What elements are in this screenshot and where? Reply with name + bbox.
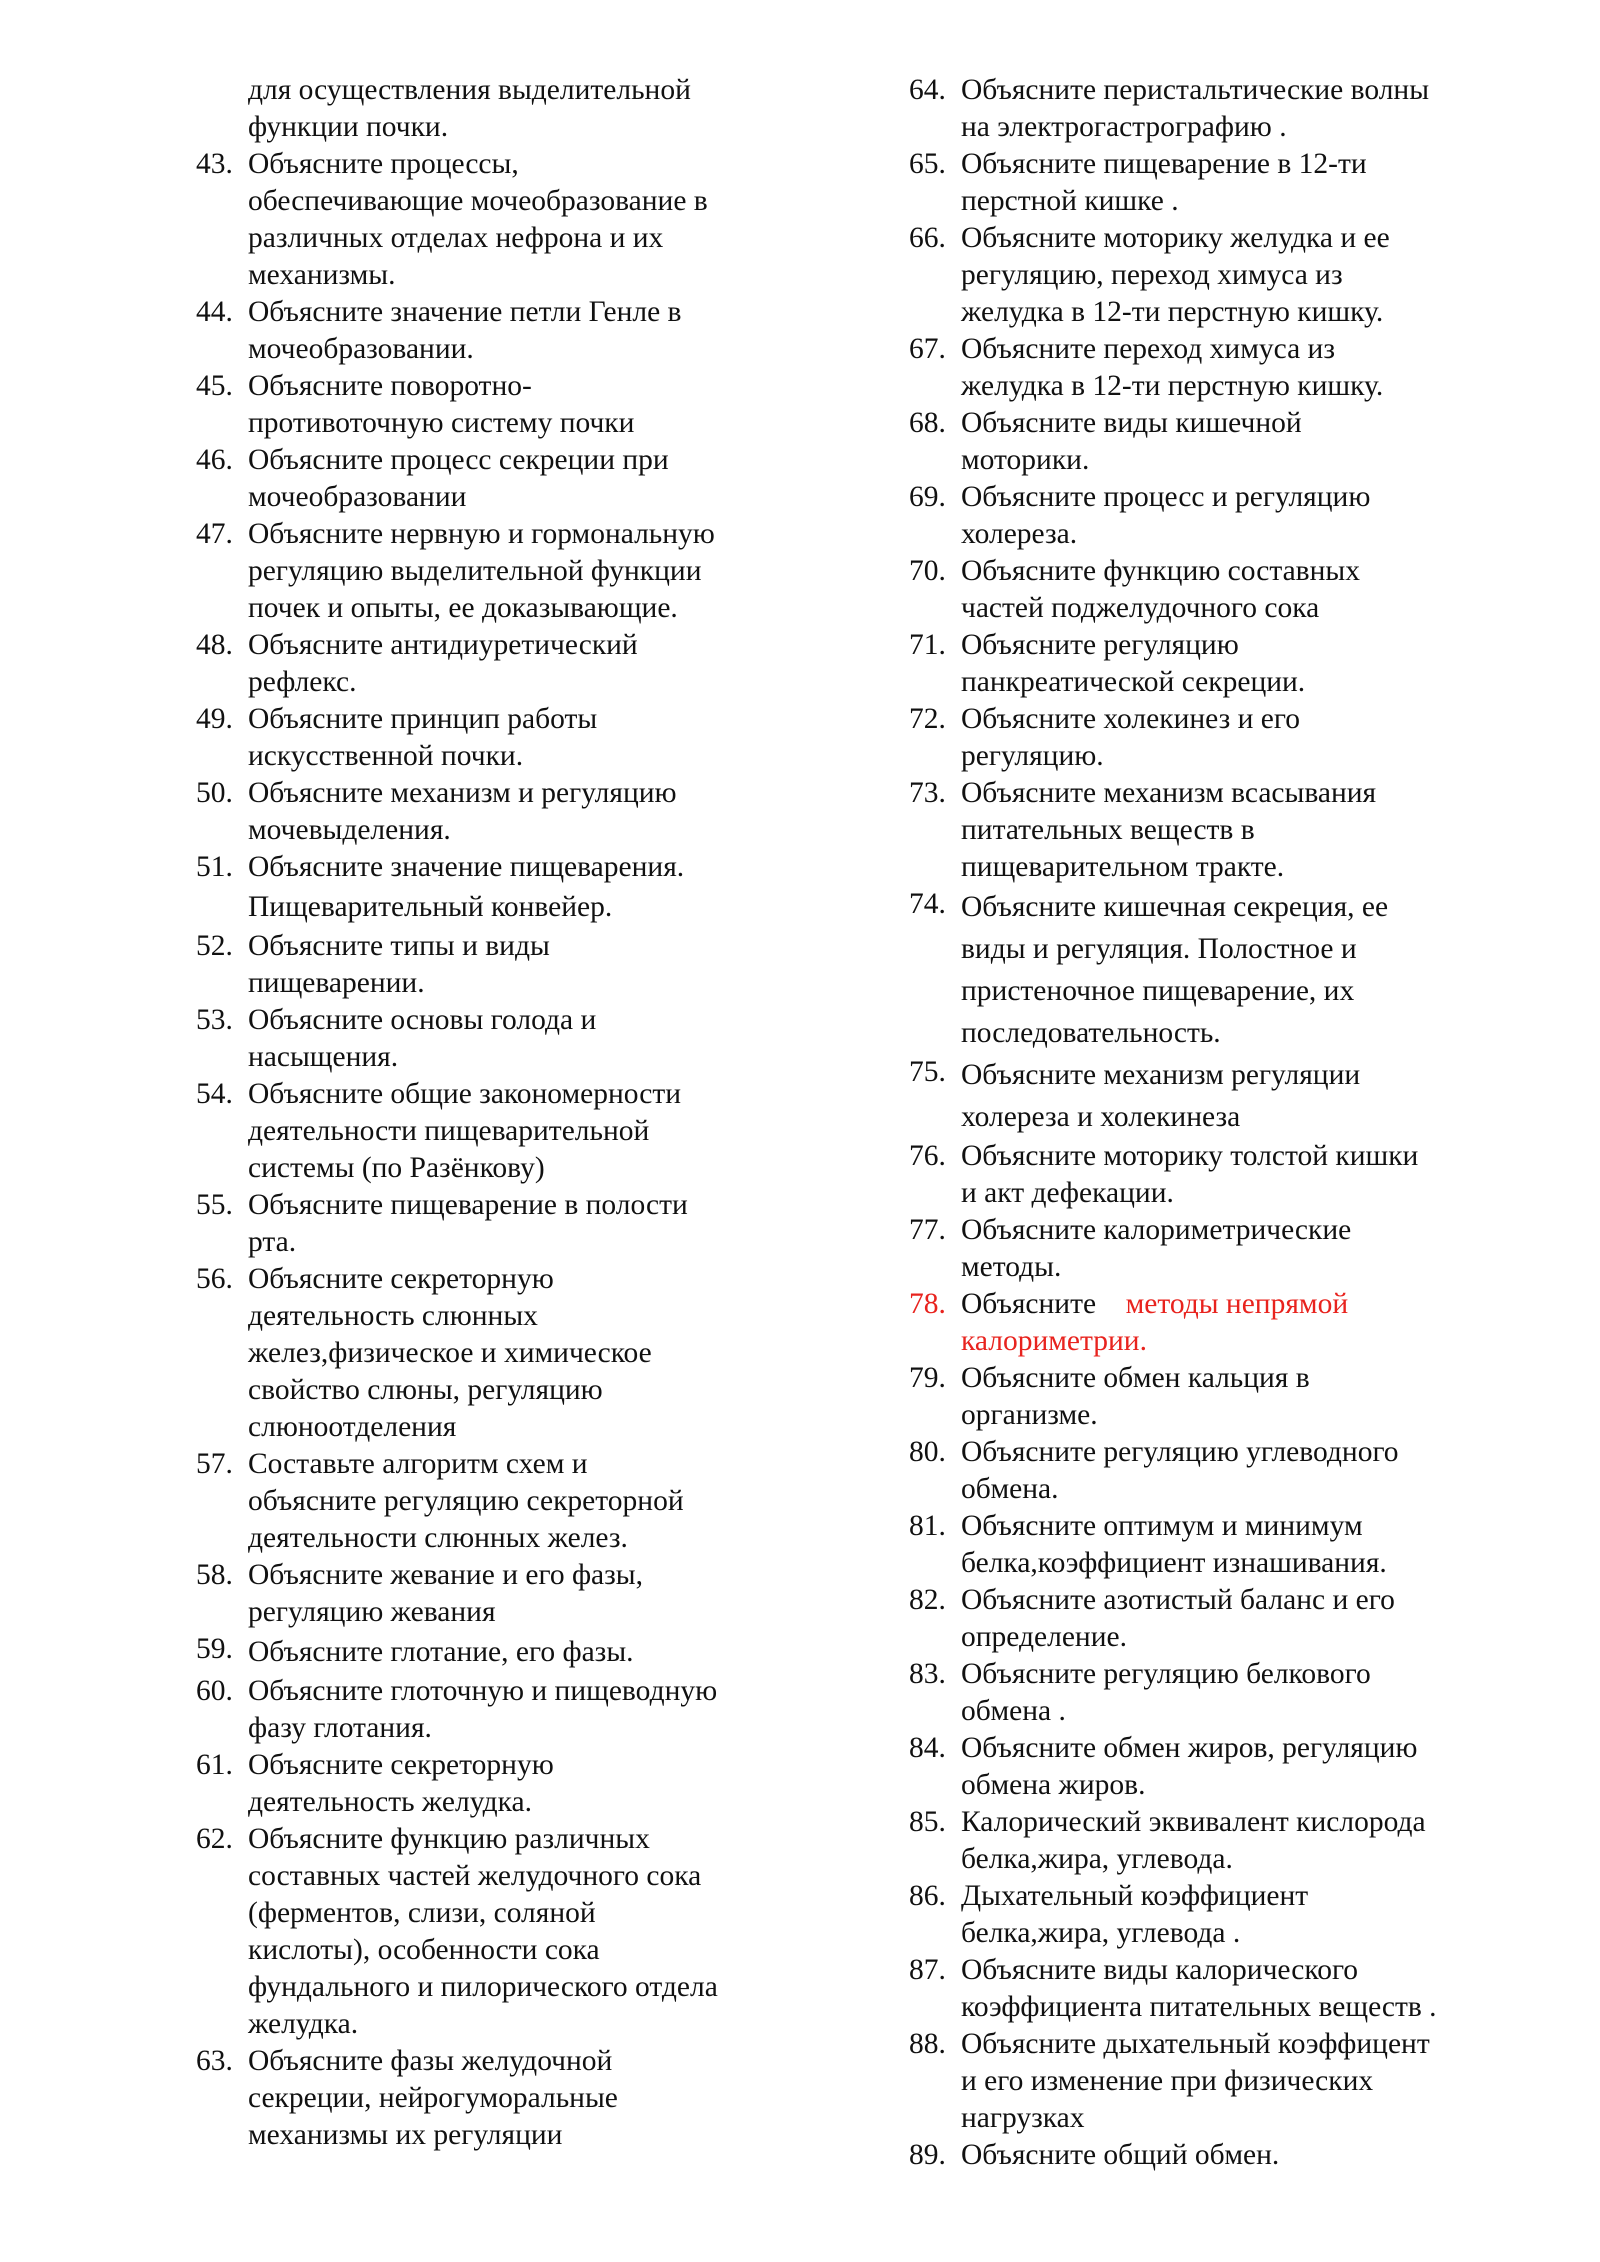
item-line: и его изменение при физических: [961, 2065, 1374, 2097]
item-line: мочеобразовании: [248, 481, 467, 513]
item-line: секреции, нейрогуморальные: [248, 2082, 618, 2114]
item-line: желудка в 12-ти перстную кишку.: [961, 370, 1384, 402]
item-number: 70.: [909, 555, 946, 587]
item-number: 81.: [909, 1510, 946, 1542]
item-line: Объясните процесс секреции при: [248, 444, 669, 476]
list-item-76: [909, 1138, 1509, 1212]
item-line: на электрогастрографию .: [961, 111, 1287, 143]
item-line: [961, 1286, 1509, 1323]
item-number: 68.: [909, 407, 946, 439]
item-number: 45.: [196, 370, 233, 402]
item-line: Дыхательный коэффициент: [961, 1880, 1309, 1912]
item-line: системы (по Разёнкову): [248, 1152, 545, 1184]
item-line: Объясните пищеварение в 12-ти: [961, 148, 1367, 180]
item-line: Объясните перистальтические волны: [961, 74, 1430, 106]
item-line: регуляцию.: [961, 740, 1104, 772]
list-item-57: [196, 1446, 806, 1557]
item-line: Объясните глоточную и пищеводную: [248, 1675, 718, 1707]
item-line: (ферментов, слизи, соляной: [248, 1897, 596, 1929]
item-line: виды и регуляция. Полостное и: [961, 933, 1357, 965]
item-number: 59.: [196, 1633, 233, 1665]
item-number: 69.: [909, 481, 946, 513]
list-item-67: [909, 331, 1509, 405]
item-number: 89.: [909, 2139, 946, 2171]
list-item-58: [196, 1557, 806, 1631]
item-number: 83.: [909, 1658, 946, 1690]
item-line: Объясните переход химуса из: [961, 333, 1335, 365]
item-line: Составьте алгоритм схем и: [248, 1448, 588, 1480]
item-line: панкреатической секреции.: [961, 666, 1306, 698]
list-item-63: [196, 2043, 806, 2154]
item-line: рефлекс.: [248, 666, 357, 698]
item-number: 66.: [909, 222, 946, 254]
item-line: Объясните общие закономерности: [248, 1078, 682, 1110]
item-line: насыщения.: [248, 1041, 399, 1073]
item-line: белка,жира, углевода.: [961, 1843, 1233, 1875]
list-item-47: [196, 516, 806, 627]
list-item-75: [909, 1054, 1509, 1138]
item-number: 55.: [196, 1189, 233, 1221]
list-item-81: [909, 1508, 1509, 1582]
item-line: Объясните обмен жиров, регуляцию: [961, 1732, 1418, 1764]
item-line: коэффициента питательных веществ .: [961, 1991, 1437, 2023]
item-number: 85.: [909, 1806, 946, 1838]
item-line: Объясните виды кишечной: [961, 407, 1302, 439]
list-item-84: [909, 1730, 1509, 1804]
list-item-55: [196, 1187, 806, 1261]
item-number: 75.: [909, 1056, 946, 1088]
item-line: обмена.: [961, 1473, 1059, 1505]
item-line: мочеобразовании.: [248, 333, 474, 365]
item-line: Объясните значение петли Генле в: [248, 296, 682, 328]
item-highlight: методы непрямой: [1125, 1288, 1349, 1320]
item-number: 47.: [196, 518, 233, 550]
item-number: 56.: [196, 1263, 233, 1295]
item-line: кислоты), особенности сока: [248, 1934, 600, 1966]
item-line: холереза и холекинеза: [961, 1101, 1241, 1133]
item-line: деятельности пищеварительной: [248, 1115, 650, 1147]
item-line: Объясните механизм всасывания: [961, 777, 1377, 809]
item-number: 50.: [196, 777, 233, 809]
list-item-46: [196, 442, 806, 516]
list-item-72: [909, 701, 1509, 775]
list-item-49: [196, 701, 806, 775]
item-line: рта.: [248, 1226, 297, 1258]
item-line: Объясните антидиуретический: [248, 629, 638, 661]
list-item-44: [196, 294, 806, 368]
list-item-53: [196, 1002, 806, 1076]
list-item-48: [196, 627, 806, 701]
item-line: Объясните виды калорического: [961, 1954, 1359, 1986]
item-line: желез,физическое и химическое: [248, 1337, 652, 1369]
item-number: 54.: [196, 1078, 233, 1110]
item-line: свойство слюны, регуляцию: [248, 1374, 603, 1406]
item-line: фазу глотания.: [248, 1712, 432, 1744]
item-line: составных частей желудочного сока: [248, 1860, 702, 1892]
item-line: Объясните кишечная секреция, ее: [961, 891, 1389, 923]
list-item-74: [909, 886, 1509, 1054]
item-number: 80.: [909, 1436, 946, 1468]
item-line: Объясните механизм и регуляцию: [248, 777, 677, 809]
item-line: Объясните значение пищеварения.: [248, 851, 685, 883]
item-line: Объясните функцию составных: [961, 555, 1360, 587]
item-number: 57.: [196, 1448, 233, 1480]
item-number: 62.: [196, 1823, 233, 1855]
item-line: Объясните поворотно-: [248, 370, 532, 402]
list-item-continuation: [196, 72, 806, 146]
item-line: пристеночное пищеварение, их: [961, 975, 1355, 1007]
item-line: для осуществления выделительной: [248, 74, 691, 106]
item-number: 82.: [909, 1584, 946, 1616]
item-number: 46.: [196, 444, 233, 476]
left-column: [196, 72, 806, 2154]
item-number: 63.: [196, 2045, 233, 2077]
item-number: 67.: [909, 333, 946, 365]
list-item-60: [196, 1673, 806, 1747]
list-item-66: [909, 220, 1509, 331]
item-line: Объясните механизм регуляции: [961, 1059, 1361, 1091]
item-line: мочевыделения.: [248, 814, 451, 846]
item-line: и акт дефекации.: [961, 1177, 1174, 1209]
item-line: различных отделах нефрона и их: [248, 222, 664, 254]
item-line: Объясните нервную и гормональную: [248, 518, 715, 550]
item-number-highlighted: 78.: [909, 1288, 946, 1320]
list-item-45: [196, 368, 806, 442]
list-item-79: [909, 1360, 1509, 1434]
list-item-61: [196, 1747, 806, 1821]
item-line: Пищеварительный конвейер.: [248, 891, 613, 923]
item-number: 84.: [909, 1732, 946, 1764]
item-line: Объясните процесс и регуляцию: [961, 481, 1371, 513]
item-line: белка,коэффициент изнашивания.: [961, 1547, 1387, 1579]
item-line: Объясните обмен кальция в: [961, 1362, 1310, 1394]
item-line: механизмы.: [248, 259, 396, 291]
item-line: организме.: [961, 1399, 1098, 1431]
item-number: 49.: [196, 703, 233, 735]
list-item-68: [909, 405, 1509, 479]
item-line: искусственной почки.: [248, 740, 524, 772]
list-item-73: [909, 775, 1509, 886]
list-item-54: [196, 1076, 806, 1187]
list-item-85: [909, 1804, 1509, 1878]
item-number: 76.: [909, 1140, 946, 1172]
item-line: Объясните холекинез и его: [961, 703, 1300, 735]
item-number: 58.: [196, 1559, 233, 1591]
list-item-52: [196, 928, 806, 1002]
item-line: пищеварении.: [248, 967, 425, 999]
list-item-83: [909, 1656, 1509, 1730]
list-item-62: [196, 1821, 806, 2043]
item-line: последовательность.: [961, 1017, 1221, 1049]
item-line: обеспечивающие мочеобразование в: [248, 185, 708, 217]
list-item-89: [909, 2137, 1509, 2174]
item-number: 88.: [909, 2028, 946, 2060]
item-line: Объясните моторику желудка и ее: [961, 222, 1390, 254]
item-line: противоточную систему почки: [248, 407, 635, 439]
item-line: желудка в 12-ти перстную кишку.: [961, 296, 1384, 328]
list-item-56: [196, 1261, 806, 1446]
item-line: слюноотделения: [248, 1411, 457, 1443]
item-number: 73.: [909, 777, 946, 809]
item-line: деятельности слюнных желез.: [248, 1522, 628, 1554]
item-number: 52.: [196, 930, 233, 962]
item-line: пищеварительном тракте.: [961, 851, 1285, 883]
item-number: 44.: [196, 296, 233, 328]
list-item-64: [909, 72, 1509, 146]
item-line: частей поджелудочного сока: [961, 592, 1320, 624]
item-line-highlighted: калориметрии.: [961, 1325, 1147, 1357]
item-line: моторики.: [961, 444, 1090, 476]
item-line: механизмы их регуляции: [248, 2119, 563, 2151]
item-number: 51.: [196, 851, 233, 883]
list-item-88: [909, 2026, 1509, 2137]
item-number: 87.: [909, 1954, 946, 1986]
item-line: регуляцию жевания: [248, 1596, 496, 1628]
item-line: Объясните азотистый баланс и его: [961, 1584, 1395, 1616]
list-item-69: [909, 479, 1509, 553]
item-line: Объясните регуляцию: [961, 629, 1239, 661]
item-line: нагрузках: [961, 2102, 1085, 2134]
item-line: функции почки.: [248, 111, 449, 143]
item-line: Объясните секреторную: [248, 1263, 554, 1295]
item-line: Объясните принцип работы: [248, 703, 598, 735]
list-item-65: [909, 146, 1509, 220]
item-line: Объясните фазы желудочной: [248, 2045, 613, 2077]
item-line: Объясните моторику толстой кишки: [961, 1140, 1419, 1172]
item-line: Объясните жевание и его фазы,: [248, 1559, 643, 1591]
item-number: 43.: [196, 148, 233, 180]
list-item-87: [909, 1952, 1509, 2026]
item-number: 64.: [909, 74, 946, 106]
item-line: деятельность желудка.: [248, 1786, 532, 1818]
item-line: Объясните процессы,: [248, 148, 519, 180]
list-item-70: [909, 553, 1509, 627]
item-number: 72.: [909, 703, 946, 735]
item-line: почек и опыты, ее доказывающие.: [248, 592, 678, 624]
item-number: 60.: [196, 1675, 233, 1707]
list-item-59: [196, 1631, 806, 1673]
item-line: Объясните основы голода и: [248, 1004, 597, 1036]
item-line: Объясните регуляцию белкового: [961, 1658, 1371, 1690]
item-line: питательных веществ в: [961, 814, 1255, 846]
item-line: Объясните секреторную: [248, 1749, 554, 1781]
list-item-80: [909, 1434, 1509, 1508]
item-number: 48.: [196, 629, 233, 661]
right-column: [909, 72, 1509, 2174]
item-line: объясните регуляцию секреторной: [248, 1485, 684, 1517]
item-line: определение.: [961, 1621, 1127, 1653]
item-line: Объясните типы и виды: [248, 930, 550, 962]
list-item-86: [909, 1878, 1509, 1952]
item-line: регуляцию выделительной функции: [248, 555, 702, 587]
item-number: 74.: [909, 888, 946, 920]
list-item-82: [909, 1582, 1509, 1656]
item-number: 71.: [909, 629, 946, 661]
item-line: белка,жира, углевода .: [961, 1917, 1241, 1949]
item-line: перстной кишке .: [961, 185, 1179, 217]
item-line: Калорический эквивалент кислорода: [961, 1806, 1426, 1838]
item-line: холереза.: [961, 518, 1078, 550]
item-number: 65.: [909, 148, 946, 180]
list-item-43: [196, 146, 806, 294]
list-item-51: [196, 849, 806, 928]
item-line: Объясните оптимум и минимум: [961, 1510, 1363, 1542]
item-line: обмена .: [961, 1695, 1066, 1727]
list-item-77: [909, 1212, 1509, 1286]
item-line: Объясните регуляцию углеводного: [961, 1436, 1399, 1468]
list-item-50: [196, 775, 806, 849]
item-line: желудка.: [248, 2008, 359, 2040]
item-number: 86.: [909, 1880, 946, 1912]
item-number: 61.: [196, 1749, 233, 1781]
item-line: Объясните общий обмен.: [961, 2139, 1280, 2171]
item-line: обмена жиров.: [961, 1769, 1146, 1801]
item-line: деятельность слюнных: [248, 1300, 538, 1332]
item-line: Объясните глотание, его фазы.: [248, 1636, 634, 1668]
item-prefix: Объясните: [961, 1288, 1097, 1320]
item-number: 77.: [909, 1214, 946, 1246]
item-line: Объясните калориметрические: [961, 1214, 1352, 1246]
item-line: Объясните дыхательный коэффицент: [961, 2028, 1430, 2060]
list-item-78: [909, 1286, 1509, 1360]
item-line: Объясните функцию различных: [248, 1823, 650, 1855]
item-number: 53.: [196, 1004, 233, 1036]
item-line: фундального и пилорического отдела: [248, 1971, 718, 2003]
item-line: методы.: [961, 1251, 1062, 1283]
item-line: Объясните пищеварение в полости: [248, 1189, 688, 1221]
list-item-71: [909, 627, 1509, 701]
item-line: регуляцию, переход химуса из: [961, 259, 1343, 291]
item-number: 79.: [909, 1362, 946, 1394]
